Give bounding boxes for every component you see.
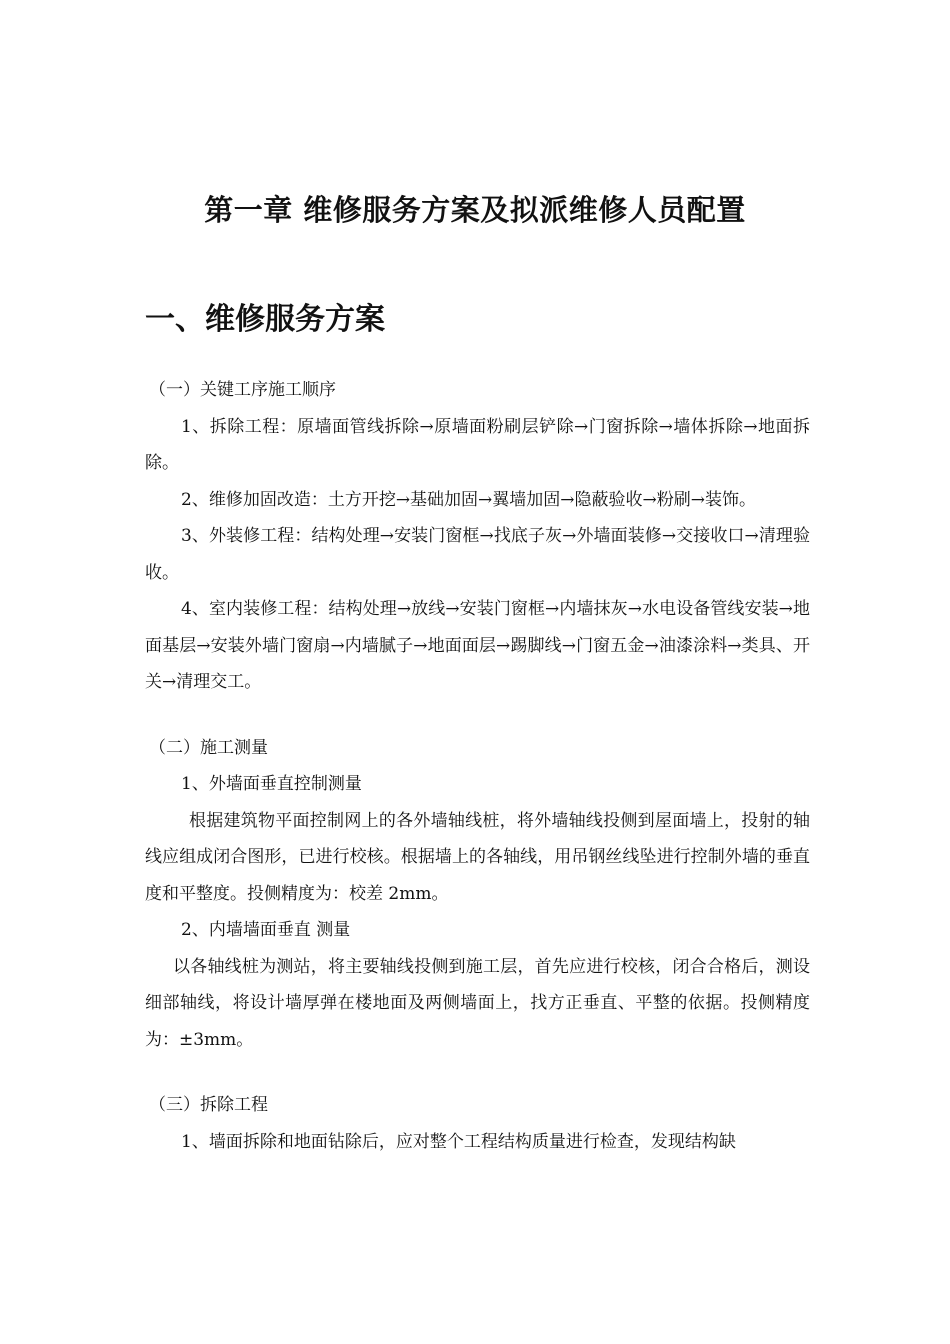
spacer [145,701,810,730]
subsection-heading-2: （二）施工测量 [149,737,268,758]
document-body [145,372,810,1160]
section-title: 一、维修服务方案 [145,302,385,337]
subsection-heading-1: （一）关键工序施工顺序 [149,380,336,400]
paragraph-reinforcement-order: 2、维修加固改造：土方开挖→基础加固→翼墙加固→隐蔽验收→粉刷→装饰。 [181,489,757,510]
paragraph-interior-vertical: 以各轴线桩为测站，将主要轴线投侧到施工层，首先应进行校核，闭合合格后，测设细部轴线，将设计墙厚弹在楼地面及两侧墙面上，找方正垂直、平整的依据。投侧精度为：±3mm。 [145,956,810,1050]
paragraph-demolition-order: 1、拆除工程：原墙面管线拆除→原墙面粉刷层铲除→门窗拆除→墙体拆除→地面拆除。 [145,416,810,473]
chapter-title: 第一章 维修服务方案及拟派维修人员配置 [204,193,746,227]
paragraph-exterior-order: 3、外装修工程：结构处理→安装门窗框→找底子灰→外墙面装修→交接收口→清理验收。 [145,526,810,583]
paragraph-exterior-vertical: 根据建筑物平面控制网上的各外墙轴线桩，将外墙轴线投侧到屋面墙上，投射的轴线应组成闭合图形，已进行校核。根据墙上的各轴线，用吊钢丝线坠进行控制外墙的垂直度和平整度。投侧精度为：校差 2mm。 [145,810,810,904]
paragraph-demolition-check: 1、墙面拆除和地面钻除后，应对整个工程结构质量进行检查，发现结构缺 [181,1131,736,1152]
item-title-interior-vertical: 2、内墙墙面垂直 测量 [181,920,351,940]
paragraph-interior-order: 4、室内装修工程：结构处理→放线→安装门窗框→内墙抹灰→水电设备管线安装→地面基层→安装外墙门窗扇→内墙腻子→地面面层→踢脚线→门窗五金→油漆涂料→类具、开关→清理交工。 [145,599,810,692]
item-title-exterior-vertical: 1、外墙面垂直控制测量 [181,774,362,794]
spacer [145,1058,810,1087]
subsection-heading-3: （三）拆除工程 [149,1095,268,1115]
